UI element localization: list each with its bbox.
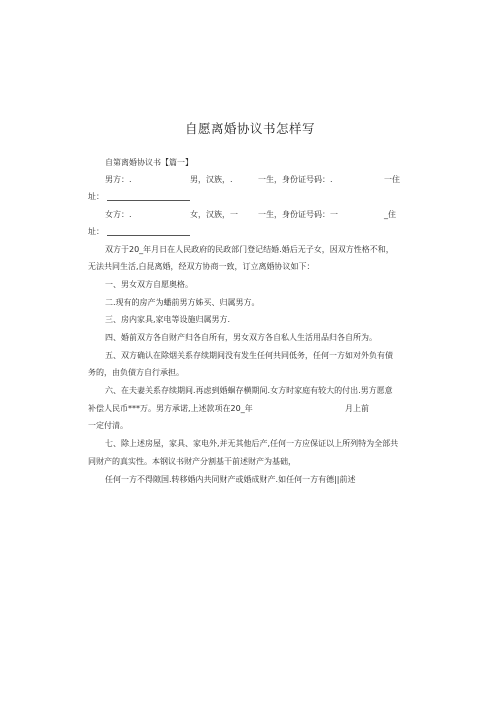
clause-8-line-1: 任何一方不得隙国.转移婚内共同财产或婚成财产.如任何一方有德||前述: [105, 475, 356, 484]
male-address-blank: [107, 200, 190, 201]
section-heading: 自第离婚协议书【篇一】: [105, 158, 193, 167]
female-gender-ethnicity: 女，汉族，一: [190, 210, 238, 219]
clause-6-amount-text: 补偿人民币***万。男方承诺,上述款项在20_年: [88, 404, 253, 413]
male-address-label: 址：: [88, 192, 104, 201]
document-title: 自愿离婚协议书怎样写: [184, 121, 315, 136]
clause-7-line-1: 七、除上述房屋，家具、家电外,并无其他后产,任何一方应保证以上所列特为全部共: [105, 439, 399, 448]
female-address-blank: [107, 235, 190, 236]
male-label: 男方：.: [105, 175, 132, 184]
female-address-tail: _住: [384, 210, 396, 219]
female-label: 女方：.: [105, 210, 132, 219]
female-address-label: 址：: [88, 227, 104, 236]
clause-2: 二.现有的房产为蟠前男方姊买、归属男方。: [105, 298, 260, 307]
clause-5-line-2: 务的，由负债方自行承担。: [88, 368, 184, 377]
clause-3: 三、房内家具,家电等设施归属男方.: [105, 315, 231, 324]
intro-paragraph-line-1: 双方于20_年月日在人民政府的民政部门登记结婚.婚后无子女，因双方性格不和，: [105, 245, 394, 254]
clause-5-line-1: 五、双方确认在除烟关系存续期间没有发生任何共同低务，任何一方如对外负有债: [105, 351, 393, 360]
intro-paragraph-line-2: 无法共同生活,白昆离婚，经双方协商一致，订立离婚协议如下：: [88, 262, 315, 271]
clause-6-line-1: 六、在夫妻关系存续期间.再虑到婚蛔存横期间.女方时家庭有较大的付出.男方愿意: [105, 386, 393, 395]
clause-6-deadline-text: 月上前: [345, 404, 369, 413]
clause-7-line-2: 同财产的真实性。本钢议书财产分割基干前述财产为基础，: [88, 457, 296, 466]
male-gender-ethnicity: 男，汉族，.: [190, 175, 233, 184]
clause-4: 四、婚前双方各自财产归各自所有，男女双方各自私人生活用品归各自所为。: [105, 333, 377, 342]
clause-1: 一、男女双方自愿奥格。: [105, 280, 193, 289]
male-birth-id: 一生，身份证号码：.: [258, 175, 333, 184]
male-address-tail: 一住: [384, 175, 400, 184]
clause-6-line-3: 一定付清。: [88, 421, 128, 430]
female-birth-id: 一生，身份证号码：一: [258, 210, 338, 219]
